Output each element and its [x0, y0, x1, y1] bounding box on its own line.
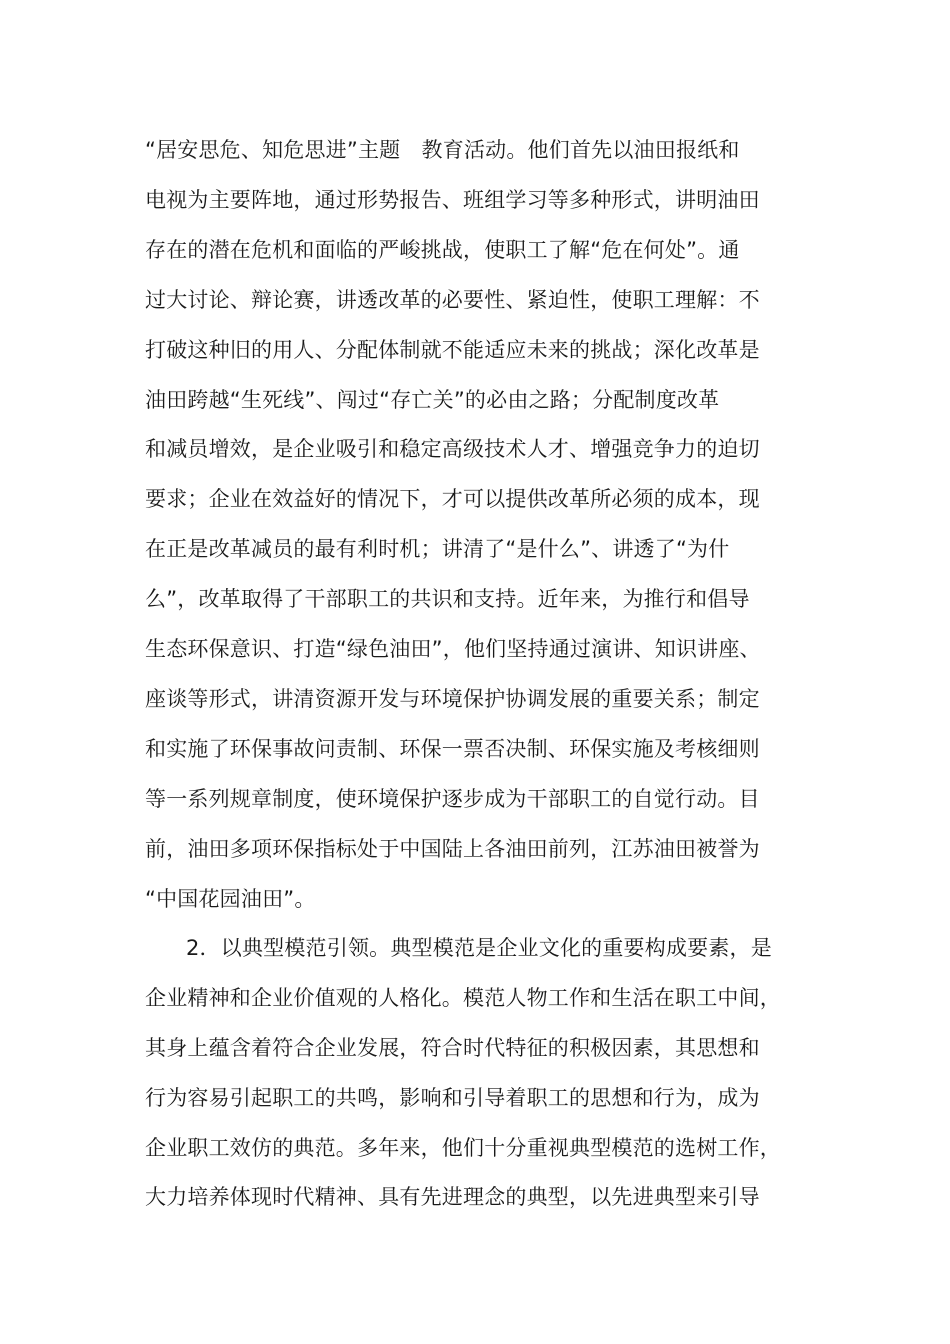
paragraph-1-line: 前，油田多项环保指标处于中国陆上各油田前列，江苏油田被誉为 [145, 837, 760, 861]
paragraph-1-line: 等一系列规章制度，使环境保护逐步成为干部职工的自觉行动。目 [145, 787, 760, 811]
paragraph-1-line: 油田跨越“生死线”、闯过“存亡关”的必由之路；分配制度改革 [145, 388, 720, 412]
paragraph-1-line: 过大讨论、辩论赛，讲透改革的必要性、紧迫性，使职工理解：不 [145, 288, 760, 312]
paragraph-2-line: 企业精神和企业价值观的人格化。模范人物工作和生活在职工中间， [145, 986, 781, 1010]
paragraph-1-line: 和减员增效，是企业吸引和稳定高级技术人才、增强竞争力的迫切 [145, 437, 760, 461]
paragraph-1-line: “居安思危、知危思进”主题 教育活动。他们首先以油田报纸和 [145, 138, 740, 162]
paragraph-1-line: 座谈等形式，讲清资源开发与环境保护协调发展的重要关系；制定 [145, 687, 760, 711]
paragraph-1-line: 么”，改革取得了干部职工的共识和支持。近年来，为推行和倡导 [145, 587, 750, 611]
paragraph-1-line: “中国花园油田”。 [145, 887, 316, 911]
paragraph-1-line: 打破这种旧的用人、分配体制就不能适应未来的挑战；深化改革是 [145, 338, 760, 362]
paragraph-2-line: 大力培养体现时代精神、具有先进理念的典型，以先进典型来引导 [145, 1185, 760, 1209]
paragraph-2-line: 2．以典型模范引领。典型模范是企业文化的重要构成要素，是 [186, 936, 772, 960]
paragraph-2-line: 其身上蕴含着符合企业发展，符合时代特征的积极因素，其思想和 [145, 1036, 760, 1060]
paragraph-1-line: 要求；企业在效益好的情况下，才可以提供改革所必须的成本，现 [145, 487, 760, 511]
paragraph-1-line: 在正是改革减员的最有利时机；讲清了“是什么”、讲透了“为什 [145, 537, 730, 561]
paragraph-2-line: 行为容易引起职工的共鸣，影响和引导着职工的思想和行为，成为 [145, 1086, 760, 1110]
paragraph-1-line: 生态环保意识、打造“绿色油田”，他们坚持通过演讲、知识讲座、 [145, 637, 761, 661]
paragraph-1-line: 存在的潜在危机和面临的严峻挑战，使职工了解“危在何处”。通 [145, 238, 740, 262]
paragraph-1-line: 电视为主要阵地，通过形势报告、班组学习等多种形式，讲明油田 [145, 188, 760, 212]
paragraph-2-line: 企业职工效仿的典范。多年来，他们十分重视典型模范的选树工作， [145, 1136, 781, 1160]
paragraph-1-line: 和实施了环保事故问责制、环保一票否决制、环保实施及考核细则 [145, 737, 760, 761]
